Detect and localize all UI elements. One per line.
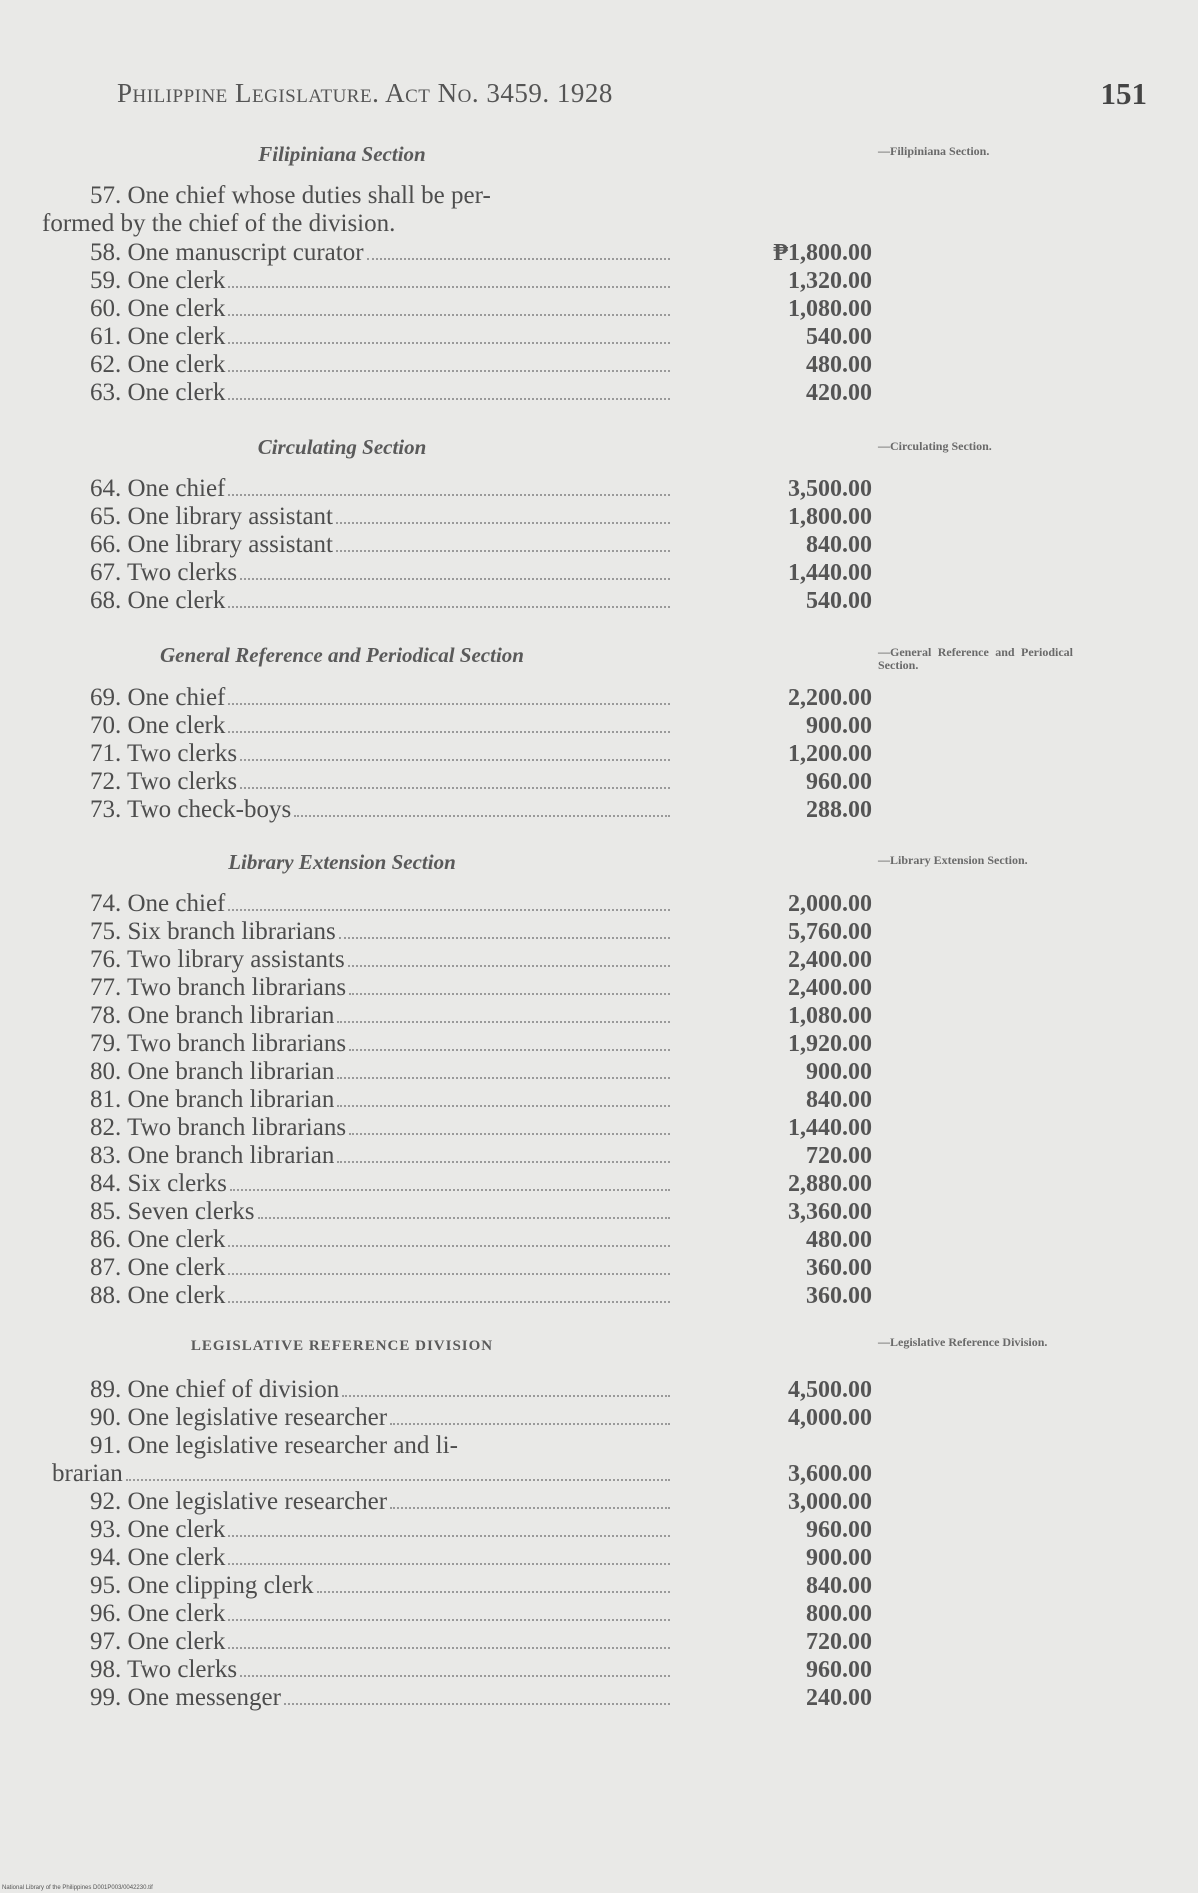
row-label: 86. One clerk [90,1226,226,1253]
row-amount: 720.00 [806,1143,872,1169]
page-number: 151 [1100,76,1147,111]
row-amount: ₱1,800.00 [773,240,872,266]
table-row [42,475,872,503]
row-amount: 360.00 [806,1283,872,1309]
row-label: 79. Two branch librarians [90,1030,347,1057]
row-amount: 840.00 [806,1087,872,1113]
row-amount: 3,600.00 [788,1461,872,1487]
table-row [42,531,872,559]
row-label: 88. One clerk [90,1282,226,1309]
row-amount: 420.00 [806,380,872,406]
table-row [42,1460,872,1488]
row-amount: 1,920.00 [788,1031,872,1057]
table-row [42,1254,872,1282]
row-label: 92. One legislative researcher [90,1488,388,1515]
row-label: 87. One clerk [90,1254,226,1281]
row-amount: 900.00 [806,1059,872,1085]
section-title: General Reference and Periodical Section [160,643,524,667]
row-label: 61. One clerk [90,323,226,350]
table-row [42,1628,872,1656]
row-label: 66. One library assistant [90,531,334,558]
row-label: 93. One clerk [90,1516,226,1543]
section-title: LEGISLATIVE REFERENCE DIVISION [190,1338,494,1354]
row-label: 71. Two clerks [90,740,238,767]
row-amount: 800.00 [806,1601,872,1627]
table-row [42,684,872,712]
table-row [42,1516,872,1544]
row-amount: 960.00 [806,1517,872,1543]
marginal-note: —Filipiniana Section. [878,144,990,158]
row-amount: 1,320.00 [788,268,872,294]
row-label: 64. One chief [90,475,226,502]
table-row [42,1226,872,1254]
row-amount: 1,080.00 [788,296,872,322]
row-amount: 240.00 [806,1685,872,1711]
marginal-note: —Library Extension Section. [878,853,1028,867]
table-row [42,1086,872,1114]
row-label: 78. One branch librarian [90,1002,335,1029]
row-label: 83. One branch librarian [90,1142,335,1169]
item-57-line2: formed by the chief of the division. [42,210,396,237]
row-amount: 3,500.00 [788,476,872,502]
row-amount: 1,200.00 [788,741,872,767]
row-label: 67. Two clerks [90,559,238,586]
table-row [42,974,872,1002]
item-57-line1: 57. One chief whose duties shall be per- [90,182,491,209]
table-row [42,918,872,946]
table-row [42,768,872,796]
row-label: 59. One clerk [90,267,226,294]
table-row [42,890,872,918]
row-amount: 2,200.00 [788,685,872,711]
table-row [42,1404,872,1432]
row-amount: 720.00 [806,1629,872,1655]
row-amount: 540.00 [806,588,872,614]
row-label: 98. Two clerks [90,1656,238,1683]
item-91-line1: 91. One legislative researcher and li- [90,1432,458,1459]
row-label: 85. Seven clerks [90,1198,255,1225]
table-row [42,1572,872,1600]
row-amount: 4,000.00 [788,1405,872,1431]
row-amount: 480.00 [806,352,872,378]
row-amount: 3,360.00 [788,1199,872,1225]
row-label: 82. Two branch librarians [90,1114,347,1141]
running-head: Philippine Legislature. Act No. 3459. 1928 [117,78,613,108]
page-header [117,78,1147,118]
row-amount: 960.00 [806,1657,872,1683]
row-amount: 3,000.00 [788,1489,872,1515]
row-label: 76. Two library assistants [90,946,345,973]
row-amount: 2,880.00 [788,1171,872,1197]
row-label: 80. One branch librarian [90,1058,335,1085]
table-row [42,1600,872,1628]
row-label: 69. One chief [90,684,226,711]
table-row [42,1058,872,1086]
table-row [42,295,872,323]
row-amount: 900.00 [806,1545,872,1571]
row-amount: 2,400.00 [788,975,872,1001]
row-label: 70. One clerk [90,712,226,739]
scan-imprint: National Library of the Philippines D001P003/0042230.tif [2,1885,153,1891]
row-amount: 4,500.00 [788,1377,872,1403]
row-amount: 1,800.00 [788,504,872,530]
table-row [42,712,872,740]
marginal-note: —General Reference and Periodical Section. [878,645,1073,672]
row-label: 68. One clerk [90,587,226,614]
row-label: 77. Two branch librarians [90,974,347,1001]
table-row [42,1656,872,1684]
table-row [42,503,872,531]
row-label: 72. Two clerks [90,768,238,795]
row-amount: 840.00 [806,1573,872,1599]
row-label: 62. One clerk [90,351,226,378]
table-row [42,1544,872,1572]
row-label: 81. One branch librarian [90,1086,335,1113]
table-row [42,323,872,351]
row-amount: 480.00 [806,1227,872,1253]
section-title: Filipiniana Section [258,142,426,166]
table-row [42,239,872,267]
table-row [42,559,872,587]
row-label: 75. Six branch librarians [90,918,336,945]
row-amount: 1,440.00 [788,560,872,586]
row-amount: 900.00 [806,713,872,739]
row-label: 90. One legislative researcher [90,1404,388,1431]
row-amount: 840.00 [806,532,872,558]
row-label: 63. One clerk [90,379,226,406]
row-amount: 540.00 [806,324,872,350]
table-row [42,351,872,379]
table-row [42,1142,872,1170]
table-row [42,946,872,974]
row-amount: 288.00 [806,797,872,823]
section-title: Circulating Section [257,435,427,459]
table-row [42,1198,872,1226]
table-row [42,1376,872,1404]
row-amount: 960.00 [806,769,872,795]
row-label: 58. One manuscript curator [90,239,364,266]
table-row [42,740,872,768]
table-row [42,1170,872,1198]
marginal-note: —Circulating Section. [878,439,992,453]
row-label: 94. One clerk [90,1544,226,1571]
row-label: 89. One chief of division [90,1376,340,1403]
section-title: Library Extension Section [228,850,456,874]
row-label: 60. One clerk [90,295,226,322]
row-label: brarian [52,1460,123,1487]
table-row [42,796,872,824]
table-row [42,1114,872,1142]
table-row [42,587,872,615]
table-row [42,1002,872,1030]
row-amount: 360.00 [806,1255,872,1281]
row-amount: 5,760.00 [788,919,872,945]
row-label: 99. One messenger [90,1684,281,1711]
table-row [42,1684,872,1712]
table-row [42,1282,872,1310]
marginal-note: —Legislative Reference Division. [878,1335,1048,1349]
row-label: 96. One clerk [90,1600,226,1627]
row-amount: 1,440.00 [788,1115,872,1141]
row-label: 65. One library assistant [90,503,334,530]
table-row [42,379,872,407]
row-label: 84. Six clerks [90,1170,227,1197]
row-label: 74. One chief [90,890,226,917]
row-label: 73. Two check-boys [90,796,292,823]
table-row [42,1488,872,1516]
table-row [42,267,872,295]
row-amount: 2,400.00 [788,947,872,973]
row-label: 95. One clipping clerk [90,1572,314,1599]
row-label: 97. One clerk [90,1628,226,1655]
table-row [42,1030,872,1058]
row-amount: 2,000.00 [788,891,872,917]
row-amount: 1,080.00 [788,1003,872,1029]
